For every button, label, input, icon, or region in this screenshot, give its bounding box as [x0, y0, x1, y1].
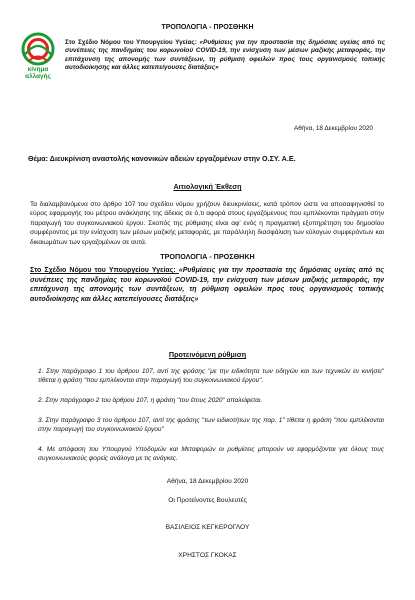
- amendment-intro-prefix: Στο Σχέδιο Νόμου του Υπουργείου Υγείας:: [30, 267, 179, 274]
- logo-text: κίνημα αλλαγής: [25, 66, 51, 80]
- signatory-name: ΒΑΣΙΛΕΙΟΣ ΚΕΓΚΕΡΟΓΛΟΥ: [165, 524, 250, 531]
- subject-text: Διευκρίνιση αναστολής κανονικών αδειών εργαζομένων στην Ο.ΣΥ. Α.Ε.: [49, 154, 296, 163]
- document-date: Αθήνα, 18 Δεκεμβρίου 2020: [294, 125, 373, 132]
- rationale-body: Τα διαλαμβανόμενα στο άρθρο 107 του σχεδίου νόμου χρήζουν διευκρινίσεις, κατά τρόπον ώστε να αποσαφηνισθεί το εύρος εφαρμογής του μέτρου ανάκλησης της άδειας σε ό,τι αφορά στους εργαζόμενους που εμπλέκονται πράγματι στην παραγωγή του συγκοινωνιακού έργου. Σκοπός της ρύθμισης είναι αφ' ενός η πραγματική εξυπηρέτηση του δημοσίου συμφέροντος με την ενίσχυση των μέσων μαζικής μεταφοράς, με παράλληλη διασφάλιση των εύλογων συμφερόντων και δικαιωμάτων των εργαζομένων σε αυτά.: [30, 201, 384, 246]
- header-intro-prefix: Στο Σχέδιο Νόμου του Υπουργείου Υγείας:: [65, 39, 200, 46]
- amendment-intro-title: «Ρυθμίσεις για την προστασία της δημόσιας υγείας από τις συνέπειες της πανδημίας του κορωνοϊού COVID-19, την ενίσχυση των μέσων μαζικής μεταφοράς, την επιτάχυνση της απονομής των συντάξεων, τη ρύθμιση οφειλών προς τους οργανισμούς τοπικής αυτοδιοίκησης και άλλες κατεπείγουσες διατάξεις»: [30, 267, 384, 304]
- subject-label: Θέμα:: [28, 154, 50, 163]
- header-intro: [65, 39, 385, 73]
- proposers-label: Οι Προτείνοντες Βουλευτές: [168, 497, 247, 504]
- amendment-heading: ΤΡΟΠΟΛΟΓΙΑ - ΠΡΟΣΘΗΚΗ: [160, 252, 255, 261]
- proposed-item: 4. Με απόφαση του Υπουργού Υποδομών και Μεταφορών οι ρυθμίσεις μπορούν να εφαρμόζονται για όλους τους συγκοινωνιακούς φορείς ανάλογα με τις ανάγκες.: [38, 446, 384, 463]
- signatory-name: ΧΡΗΣΤΟΣ ΓΚΟΚΑΣ: [178, 552, 237, 559]
- proposed-item: 1. Στην παράγραφο 1 του άρθρου 107, αντί της φράσης "με την ειδικότητα των οδηγών και των τεχνικών εν κινήσει" τίθεται η φράση "που εμπλέκονται στην παραγωγή του συγκοινωνιακού έργου".: [38, 368, 384, 385]
- proposed-title: Προτεινόμενη ρύθμιση: [168, 350, 247, 359]
- proposed-item: 3. Στην παράγραφο 3 του άρθρου 107, αντί της φράσης "των ειδικοτήτων της παρ. 1" τίθεται η φράση "που εμπλέκονται στην παραγωγή του συγκοινωνιακού έργου": [38, 417, 384, 434]
- header-intro-title: «Ρυθμίσεις για την προστασία της δημόσιας υγείας από τις συνέπειες της πανδημίας του κορωνοϊού COVID-19, την ενίσχυση των μέσων μαζικής μεταφοράς, την επιτάχυνση της απονομής των συντάξεων, τη ρύθμιση οφειλών προς τους οργανισμούς τοπικής αυτοδιοίκησης και άλλες κατεπείγουσες διατάξεις»: [65, 39, 385, 72]
- proposed-item: 2. Στην παράγραφο 2 του άρθρου 107, η φράση "του έτους 2020" απαλείφεται.: [38, 397, 263, 404]
- amendment-intro: [30, 266, 384, 305]
- rationale-title: Αιτιολογική Έκθεση: [173, 182, 242, 191]
- subject-line: [28, 154, 388, 163]
- closing-date: Αθήνα, 18 Δεκεμβρίου 2020: [166, 478, 249, 485]
- header-heading: ΤΡΟΠΟΛΟΓΙΑ - ΠΡΟΣΘΗΚΗ: [161, 24, 254, 31]
